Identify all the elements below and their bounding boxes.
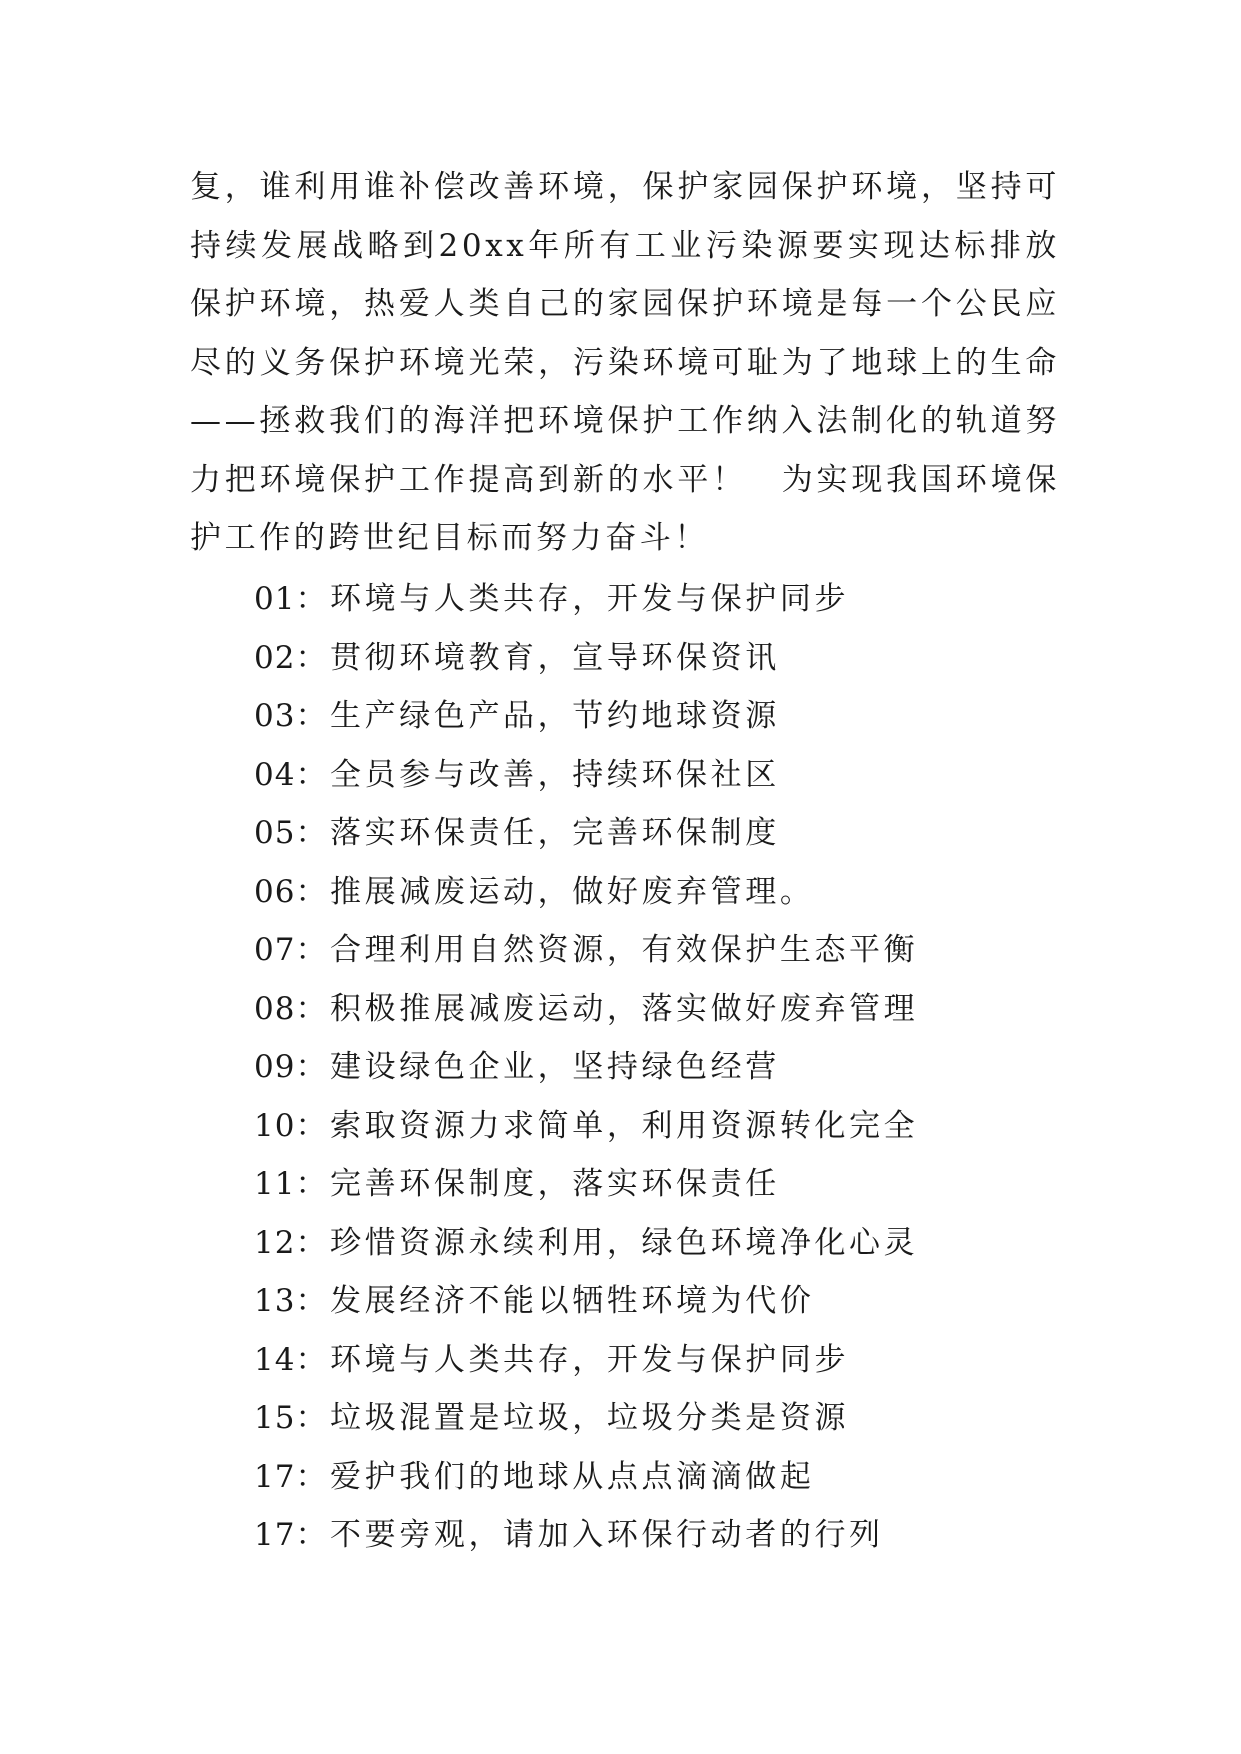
item-text: ：完善环保制度，落实环保责任 [295,1166,780,1202]
item-text: ：索取资源力求简单，利用资源转化完全 [295,1107,919,1144]
list-item [254,570,918,629]
item-text: ：垃圾混置是垃圾，垃圾分类是资源 [295,1400,850,1436]
slogan-list [254,570,918,1565]
list-item [254,980,918,1039]
item-text: ：合理利用自然资源，有效保护生态平衡 [295,932,919,968]
list-item [254,1506,918,1565]
list-item [254,804,918,863]
list-item [254,921,918,980]
list-item [254,1214,918,1273]
list-item [254,629,918,688]
item-number: 08 [254,990,296,1027]
item-number: 05 [254,815,296,851]
item-number: 09 [254,1049,296,1085]
item-number: 15 [254,1400,296,1436]
list-item [254,1389,918,1448]
list-item [254,687,918,746]
item-text: ：环境与人类共存，开发与保护同步 [295,581,850,617]
item-number: 11 [254,1166,296,1202]
list-item [254,1272,918,1331]
list-item [254,1155,918,1214]
item-number: 13 [254,1283,296,1319]
item-text: ：建设绿色企业，坚持绿色经营 [295,1049,780,1085]
item-number: 03 [254,698,296,734]
body-paragraph: 复，谁利用谁补偿改善环境，保护家园保护环境，坚持可持续发展战略到20xx年所有工业污染源要实现达标排放保护环境，热爱人类自己的家园保护环境是每一个公民应尽的义务保护环境光荣，污染环境可耻为了地球上的生命——拯救我们的海洋把环境保护工作纳入法制化的轨道努力把环境保护工作提高到新的水平！ 为实现我国环境保护工作的跨世纪目标而努力奋斗！ [190,169,1060,556]
list-item [254,863,918,922]
item-text: ：生产绿色产品，节约地球资源 [295,698,780,734]
item-number: 10 [254,1107,296,1144]
item-number: 17 [254,1458,296,1495]
item-text: ：全员参与改善，持续环保社区 [295,756,780,793]
item-text: ：贯彻环境教育，宣导环保资讯 [295,639,780,676]
item-text: ：落实环保责任，完善环保制度 [295,815,780,851]
item-text: ：积极推展减废运动，落实做好废弃管理 [295,990,919,1027]
item-number: 12 [254,1224,296,1261]
item-text: ：推展减废运动，做好废弃管理。 [295,873,815,910]
item-number: 14 [254,1341,296,1378]
item-text: ：珍惜资源永续利用，绿色环境净化心灵 [295,1224,919,1261]
list-item [254,1331,918,1390]
list-item [254,746,918,805]
list-item [254,1097,918,1156]
item-text: ：爱护我们的地球从点点滴滴做起 [295,1458,815,1495]
item-number: 17 [254,1517,296,1553]
item-text: ：不要旁观，请加入环保行动者的行列 [295,1517,884,1553]
item-number: 07 [254,932,296,968]
item-number: 04 [254,756,296,793]
item-number: 06 [254,873,296,910]
item-text: ：发展经济不能以牺牲环境为代价 [295,1283,815,1319]
list-item [254,1448,918,1507]
item-number: 02 [254,639,296,676]
item-text: ：环境与人类共存，开发与保护同步 [295,1341,850,1378]
item-number: 01 [254,581,296,617]
list-item [254,1038,918,1097]
